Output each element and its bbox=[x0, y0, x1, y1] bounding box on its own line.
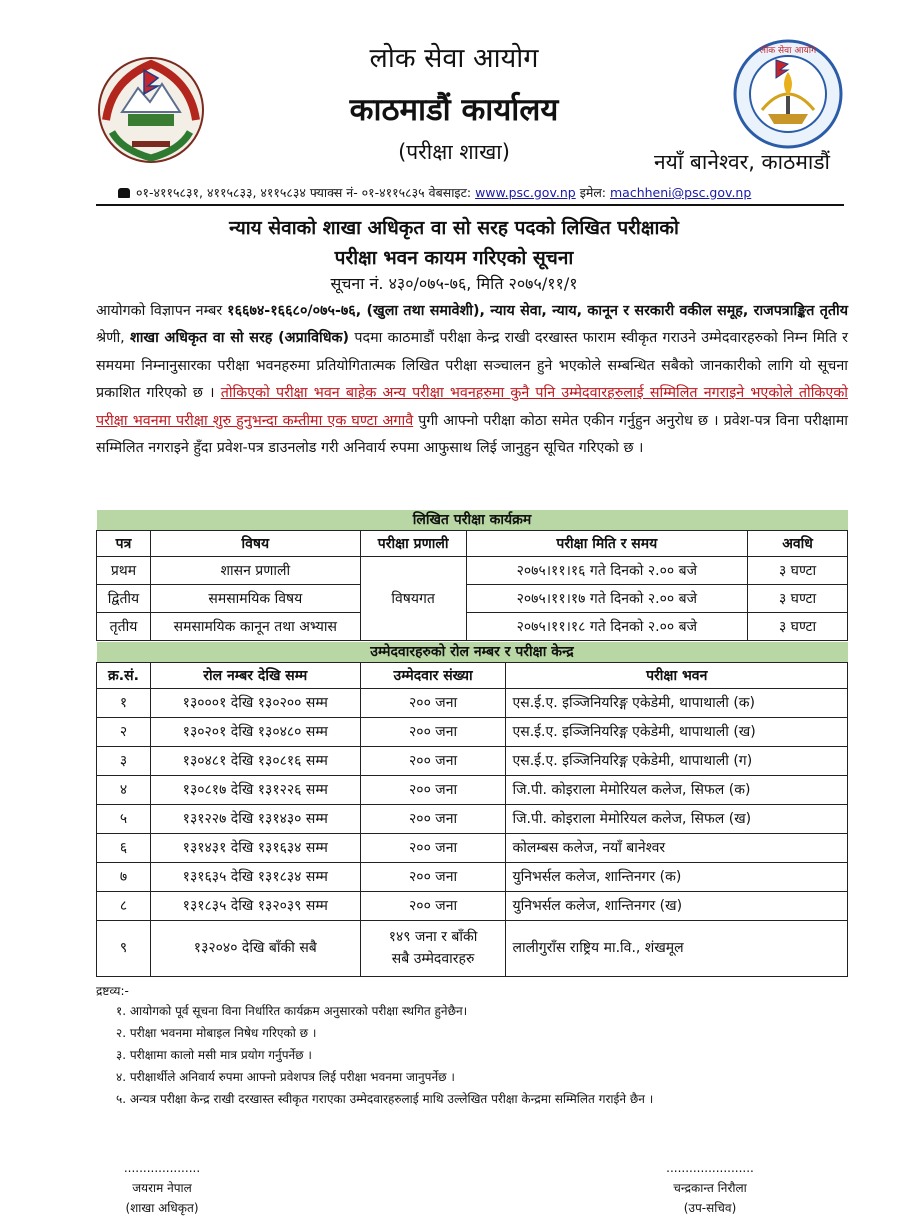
datetime-cell: २०७५।११।१७ गते दिनको २.०० बजे bbox=[466, 584, 748, 612]
sn-cell: ८ bbox=[97, 891, 151, 920]
sn-cell: ५ bbox=[97, 804, 151, 833]
signature-dots: ....................... bbox=[666, 1161, 754, 1175]
duration-cell: ३ घण्टा bbox=[748, 612, 848, 640]
table-row bbox=[97, 717, 848, 746]
hall-cell: युनिभर्सल कलेज, शान्तिनगर (ख) bbox=[506, 891, 848, 920]
sn-cell: ७ bbox=[97, 862, 151, 891]
note-item: ५. अन्यत्र परीक्षा केन्द्र राखी दरखास्त स्वीकृत गराएका उम्मेदवारहरुलाई माथि उल्लेखित परीक्षा केन्द्रमा सम्मिलित गराईने छैन । bbox=[116, 1092, 654, 1106]
method-cell: विषयगत bbox=[360, 556, 466, 640]
exam-schedule-heading: लिखित परीक्षा कार्यक्रम bbox=[97, 510, 848, 530]
table-header: परीक्षा प्रणाली bbox=[360, 530, 466, 556]
notice-subtitle: परीक्षा भवन कायम गरिएको सूचना bbox=[334, 247, 574, 269]
notice-number: सूचना नं. ४३०/०७५-७६, मिति २०७५/११/१ bbox=[330, 274, 578, 293]
paper-cell: प्रथम bbox=[97, 556, 151, 584]
hall-cell: जि.पी. कोइराला मेमोरियल कलेज, सिफल (क) bbox=[506, 775, 848, 804]
body-text: पुगी आफ्नो परीक्षा कोठा समेत एकीन गर्नुहुन अनुरोध छ । प्रवेश-पत्र विना परीक्षामा सम्मिलित नगराइने हुँदा प्रवेश-पत्र डाउनलोड गरी अनिवार्य रुपमा आफुसाथ लिई जानुहुन सूचित गरिएको छ । bbox=[96, 412, 848, 457]
count-line: सबै उम्मेदवारहरु bbox=[391, 951, 475, 967]
count-cell: २०० जना bbox=[360, 688, 506, 717]
table-row bbox=[97, 891, 848, 920]
table-header: अवधि bbox=[748, 530, 848, 556]
table-row bbox=[97, 746, 848, 775]
exam-schedule-table bbox=[96, 510, 848, 641]
subject-cell: समसामयिक विषय bbox=[150, 584, 360, 612]
body-text: श्रेणी, bbox=[96, 330, 130, 347]
count-cell: २०० जना bbox=[360, 862, 506, 891]
signatory-name: चन्द्रकान्त निरौला bbox=[673, 1181, 747, 1195]
subject-cell: शासन प्रणाली bbox=[150, 556, 360, 584]
branch-name: (परीक्षा शाखा) bbox=[398, 140, 510, 164]
datetime-cell: २०७५।११।१८ गते दिनको २.०० बजे bbox=[466, 612, 748, 640]
signatory-title: (शाखा अधिकृत) bbox=[125, 1201, 199, 1215]
phone-icon bbox=[118, 188, 130, 198]
roll-cell: १३०२०१ देखि १३०४८० सम्म bbox=[150, 717, 360, 746]
body-text: पदमा काठमाडौं परीक्षा केन्द्र राखी दरखास्त फाराम स्वीकृत गराउने उम्मेदवारहरुको निम्न मिति र समयमा निम्नानुसारका परीक्षा भवनहरुमा प्रतियोगितात्मक लिखित परीक्षा सञ्चालन हुने भएकोले सम्बन्धित सबैको जानकारीको लागि यो सूचना प्रकाशित गरिएको छ । bbox=[96, 330, 848, 402]
office-name: काठमाडौं कार्यालय bbox=[349, 92, 559, 128]
signature-right bbox=[640, 1158, 780, 1218]
notice-body bbox=[96, 298, 848, 462]
count-line: १४९ जना र बाँकी bbox=[388, 929, 478, 945]
table-header: पत्र bbox=[97, 530, 151, 556]
signature-left bbox=[102, 1158, 222, 1218]
roll-cell: १३१८३५ देखि १३२०३९ सम्म bbox=[150, 891, 360, 920]
count-cell: २०० जना bbox=[360, 746, 506, 775]
sn-cell: २ bbox=[97, 717, 151, 746]
table-header: परीक्षा मिति र समय bbox=[466, 530, 748, 556]
hall-cell: लालीगुराँस राष्ट्रिय मा.वि., शंखमूल bbox=[506, 920, 848, 976]
table-header: परीक्षा भवन bbox=[506, 662, 848, 688]
psc-logo-text-np: लोक सेवा आयोग bbox=[759, 46, 817, 56]
paper-cell: तृतीय bbox=[97, 612, 151, 640]
exam-centers-table bbox=[96, 642, 848, 977]
table-header: क्र.सं. bbox=[97, 662, 151, 688]
roll-cell: १३०४८१ देखि १३०८१६ सम्म bbox=[150, 746, 360, 775]
table-header: उम्मेदवार संख्या bbox=[360, 662, 506, 688]
exam-centers-heading: उम्मेदवारहरुको रोल नम्बर र परीक्षा केन्द्र bbox=[97, 642, 848, 662]
hall-cell: एस.ई.ए. इञ्जिनियरिङ्ग एकेडेमी, थापाथाली (क) bbox=[506, 688, 848, 717]
datetime-cell: २०७५।११।१६ गते दिनको २.०० बजे bbox=[466, 556, 748, 584]
table-row bbox=[97, 920, 848, 976]
table-row bbox=[97, 556, 848, 584]
table-row bbox=[97, 833, 848, 862]
hall-cell: जि.पी. कोइराला मेमोरियल कलेज, सिफल (ख) bbox=[506, 804, 848, 833]
duration-cell: ३ घण्टा bbox=[748, 556, 848, 584]
roll-cell: १३२०४० देखि बाँकी सबै bbox=[150, 920, 360, 976]
count-cell: २०० जना bbox=[360, 833, 506, 862]
body-bold-text: शाखा अधिकृत वा सो सरह (अप्राविधिक) bbox=[130, 330, 350, 347]
count-cell: २०० जना bbox=[360, 717, 506, 746]
note-item: ३. परीक्षामा कालो मसी मात्र प्रयोग गर्नुपर्नेछ । bbox=[116, 1048, 312, 1062]
table-row bbox=[97, 584, 848, 612]
body-bold-text: १६६७४-१६६८०/०७५-७६, (खुला तथा समावेशी), न्याय सेवा, न्याय, कानून र सरकारी वकील समूह, राजपत्राङ्कित तृतीय bbox=[227, 303, 849, 319]
note-item: १. आयोगको पूर्व सूचना विना निर्धारित कार्यक्रम अनुसारको परीक्षा स्थगित हुनेछैन। bbox=[116, 1004, 468, 1018]
website-link[interactable]: www.psc.gov.np bbox=[475, 185, 576, 200]
table-header: रोल नम्बर देखि सम्म bbox=[150, 662, 360, 688]
roll-cell: १३१२२७ देखि १३१४३० सम्म bbox=[150, 804, 360, 833]
table-row bbox=[97, 612, 848, 640]
body-text: आयोगको विज्ञापन नम्बर bbox=[96, 303, 228, 319]
roll-cell: १३१६३५ देखि १३१८३४ सम्म bbox=[150, 862, 360, 891]
email-link[interactable]: machheni@psc.gov.np bbox=[610, 185, 752, 200]
paper-cell: द्वितीय bbox=[97, 584, 151, 612]
count-cell: २०० जना bbox=[360, 804, 506, 833]
table-row bbox=[97, 775, 848, 804]
roll-cell: १३१४३१ देखि १३१६३४ सम्म bbox=[150, 833, 360, 862]
hall-cell: कोलम्बस कलेज, नयाँ बानेश्वर bbox=[506, 833, 848, 862]
duration-cell: ३ घण्टा bbox=[748, 584, 848, 612]
signatory-name: जयराम नेपाल bbox=[132, 1181, 192, 1195]
subject-cell: समसामयिक कानून तथा अभ्यास bbox=[150, 612, 360, 640]
roll-cell: १३०००१ देखि १३०२०० सम्म bbox=[150, 688, 360, 717]
note-item: ४. परीक्षार्थीले अनिवार्य रुपमा आफ्नो प्रवेशपत्र लिई परीक्षा भवनमा जानुपर्नेछ । bbox=[116, 1070, 455, 1084]
count-cell bbox=[360, 920, 506, 976]
header-divider bbox=[96, 204, 844, 206]
roll-cell: १३०८१७ देखि १३१२२६ सम्म bbox=[150, 775, 360, 804]
table-row bbox=[97, 688, 848, 717]
table-row bbox=[97, 862, 848, 891]
table-row bbox=[97, 804, 848, 833]
sn-cell: १ bbox=[97, 688, 151, 717]
count-cell: २०० जना bbox=[360, 775, 506, 804]
notice-title: न्याय सेवाको शाखा अधिकृत वा सो सरह पदको लिखित परीक्षाको bbox=[229, 217, 679, 239]
sn-cell: ६ bbox=[97, 833, 151, 862]
hall-cell: एस.ई.ए. इञ्जिनियरिङ्ग एकेडेमी, थापाथाली (ग) bbox=[506, 746, 848, 775]
contact-line bbox=[118, 184, 878, 201]
count-cell: २०० जना bbox=[360, 891, 506, 920]
note-item: २. परीक्षा भवनमा मोबाइल निषेध गरिएको छ । bbox=[116, 1026, 317, 1040]
notes-heading: द्रष्टव्य:- bbox=[96, 984, 129, 998]
body-warning-text: तोकिएको परीक्षा भवन बाहेक अन्य परीक्षा भवनहरुमा कुनै पनि उम्मेदवारहरुलाई सम्मिलित नगराइने भएकोले तोकिएको परीक्षा भवनमा परीक्षा शुरु हुनुभन्दा कम्तीमा एक घण्टा अगावै bbox=[96, 385, 848, 429]
sn-cell: ३ bbox=[97, 746, 151, 775]
office-location: नयाँ बानेश्वर, काठमाडौं bbox=[653, 150, 830, 174]
org-name: लोक सेवा आयोग bbox=[369, 43, 539, 74]
notes-list bbox=[116, 1000, 836, 1110]
hall-cell: एस.ई.ए. इञ्जिनियरिङ्ग एकेडेमी, थापाथाली (ख) bbox=[506, 717, 848, 746]
contact-phone: ०१-४११५८३१, ४११५८३३, ४११५८३४ फ्याक्स नं- ०१-४११५८३५ वेबसाइट: bbox=[136, 185, 472, 200]
sn-cell: ४ bbox=[97, 775, 151, 804]
table-header: विषय bbox=[150, 530, 360, 556]
email-label: इमेल: bbox=[579, 185, 607, 200]
signature-dots: .................... bbox=[123, 1161, 201, 1175]
hall-cell: युनिभर्सल कलेज, शान्तिनगर (क) bbox=[506, 862, 848, 891]
signatory-title: (उप-सचिव) bbox=[683, 1201, 737, 1215]
sn-cell: ९ bbox=[97, 920, 151, 976]
